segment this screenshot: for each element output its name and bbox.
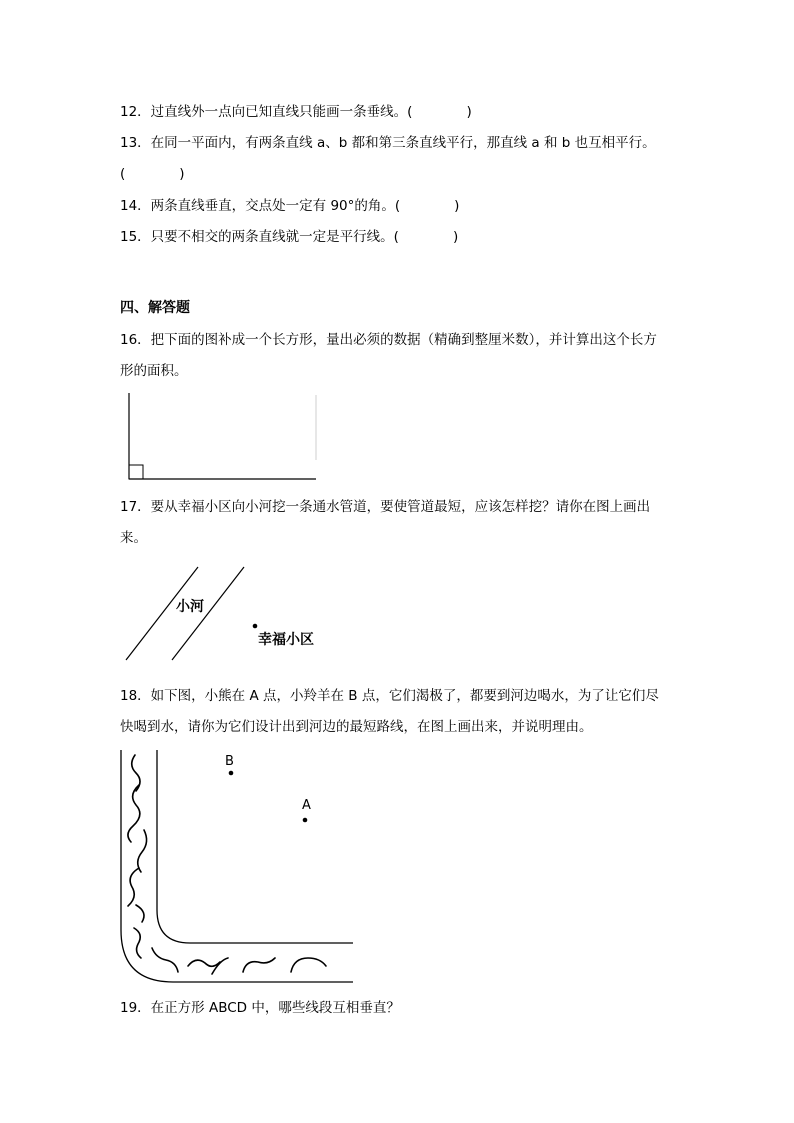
question-17-line1: 17．要从幸福小区向小河挖一条通水管道，要使管道最短，应该怎样挖？请你在图上画出	[120, 499, 651, 515]
question-14: 14．两条直线垂直，交点处一定有 90°的角。( )	[120, 198, 460, 214]
question-17-line2: 来。	[120, 530, 147, 546]
river-inner-bank	[157, 750, 353, 943]
river-label: 小河	[176, 599, 204, 615]
question-13-line2: ( )	[120, 166, 185, 182]
q18-river-figure	[121, 750, 353, 982]
community-label: 幸福小区	[258, 632, 314, 648]
question-16-line2: 形的面积。	[120, 363, 188, 379]
community-point	[253, 624, 258, 629]
q16-right-angle-figure	[129, 393, 316, 479]
point-a-label: A	[302, 798, 311, 813]
q17-river-figure	[126, 567, 314, 660]
point-b-label: B	[225, 754, 234, 769]
point-a	[303, 818, 308, 823]
point-b	[229, 771, 234, 776]
question-19: 19．在正方形 ABCD 中，哪些线段互相垂直？	[120, 1000, 400, 1016]
question-18-line1: 18．如下图，小熊在 A 点，小羚羊在 B 点，它们渴极了，都要到河边喝水，为了让它们尽	[120, 688, 659, 704]
river-outer-bank	[121, 750, 353, 982]
question-12: 12．过直线外一点向已知直线只能画一条垂线。( )	[120, 104, 472, 120]
question-15: 15．只要不相交的两条直线就一定是平行线。( )	[120, 229, 459, 245]
question-16-line1: 16．把下面的图补成一个长方形，量出必须的数据（精确到整厘米数），并计算出这个长方	[120, 332, 657, 348]
question-13-line1: 13．在同一平面内，有两条直线 a、b 都和第三条直线平行，那直线 a 和 b 也互相平行。	[120, 135, 656, 151]
question-18-line2: 快喝到水，请你为它们设计出到河边的最短路线，在图上画出来，并说明理由。	[120, 719, 593, 735]
section-heading: 四、解答题	[120, 300, 190, 316]
